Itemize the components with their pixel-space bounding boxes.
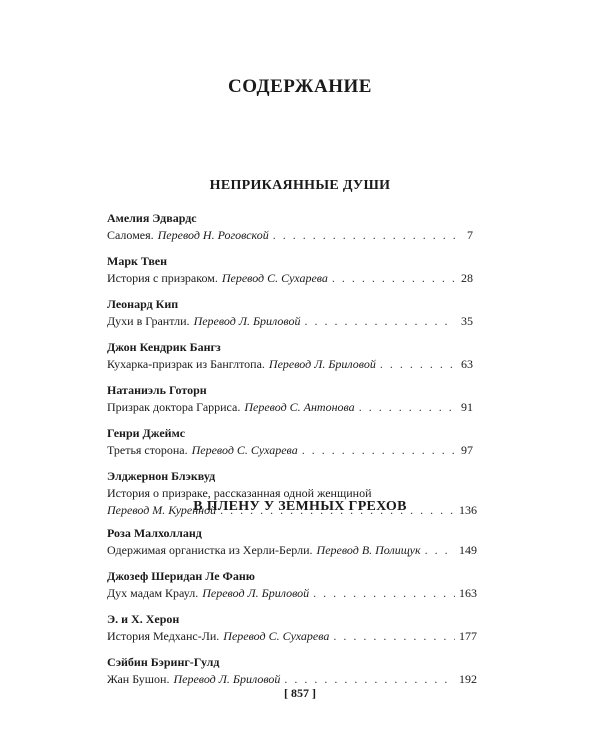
toc-entry (107, 253, 473, 287)
toc-line[interactable] (107, 356, 473, 373)
toc-line[interactable] (107, 585, 477, 602)
dot-leader (302, 442, 455, 459)
page-title: СОДЕРЖАНИЕ (228, 76, 372, 97)
toc-entry (107, 339, 473, 373)
page-ref: 28 (461, 271, 473, 285)
toc-entry (107, 296, 473, 330)
toc-list (107, 210, 477, 528)
dot-leader (313, 585, 455, 602)
toc-list (107, 525, 477, 697)
author-name: Натаниэль Готорн (107, 383, 207, 397)
work-title: Кухарка-призрак из Банглтопа. (107, 357, 265, 371)
author-name: Э. и Х. Херон (107, 612, 180, 626)
work-title: История с призраком. (107, 271, 218, 285)
page-ref: 7 (467, 228, 473, 242)
section-title: В ПЛЕНУ У ЗЕМНЫХ ГРЕХОВ (193, 499, 407, 514)
author-name: Амелия Эдвардс (107, 211, 197, 225)
toc-entry (107, 525, 477, 559)
toc-line[interactable] (107, 313, 473, 330)
toc-line[interactable] (107, 270, 473, 287)
work-title: История Медханс-Ли. (107, 629, 220, 643)
translator: Перевод Л. Бриловой (173, 672, 281, 686)
work-title: Дух мадам Краул. (107, 586, 199, 600)
author-name: Элджернон Блэквуд (107, 469, 216, 483)
translator: Перевод Л. Бриловой (268, 357, 376, 371)
toc-entry (107, 654, 477, 688)
dot-leader (273, 227, 455, 244)
toc-entry (107, 611, 477, 645)
work-title: История о призраке, рассказанная одной женщиной (107, 486, 372, 500)
page-ref: 91 (461, 400, 473, 414)
author-name: Марк Твен (107, 254, 168, 268)
translator: Перевод Н. Роговской (157, 228, 269, 242)
toc-line[interactable] (107, 399, 473, 416)
work-title: Третья сторона. (107, 443, 188, 457)
author-name: Сэйбин Бэринг-Гулд (107, 655, 220, 669)
work-title: Духи в Грантли. (107, 314, 190, 328)
work-title: Жан Бушон. (107, 672, 170, 686)
translator: Перевод Л. Бриловой (202, 586, 310, 600)
toc-entry (107, 210, 473, 244)
translator: Перевод С. Антонова (244, 400, 355, 414)
dot-leader (380, 356, 455, 373)
toc-entry (107, 568, 477, 602)
section-title: НЕПРИКАЯННЫЕ ДУШИ (209, 178, 391, 193)
work-title: Одержимая органистка из Херли-Берли. (107, 543, 313, 557)
author-name: Генри Джеймс (107, 426, 186, 440)
author-name: Джон Кендрик Бангз (107, 340, 221, 354)
page-ref: 192 (459, 672, 477, 686)
toc-line[interactable] (107, 442, 473, 459)
author-name: Роза Малхолланд (107, 526, 202, 540)
dot-leader (333, 628, 455, 645)
dot-leader (332, 270, 455, 287)
page-ref: 35 (461, 314, 473, 328)
translator: Перевод С. Сухарева (191, 443, 298, 457)
toc-line[interactable] (107, 542, 477, 559)
translator: Перевод С. Сухарева (221, 271, 328, 285)
toc-entry (107, 425, 473, 459)
page-ref: 136 (459, 503, 477, 517)
translator: Перевод М. Куренной (107, 503, 217, 517)
translator: Перевод С. Сухарева (223, 629, 330, 643)
toc-line[interactable] (107, 628, 477, 645)
author-name: Леонард Кип (107, 297, 179, 311)
author-name: Джозеф Шеридан Ле Фаню (107, 569, 255, 583)
dot-leader (304, 313, 455, 330)
page-ref: 149 (459, 543, 477, 557)
page-ref: 163 (459, 586, 477, 600)
page-ref: 177 (459, 629, 477, 643)
toc-line[interactable] (107, 227, 473, 244)
work-title: Призрак доктора Гарриса. (107, 400, 241, 414)
page-ref: 97 (461, 443, 473, 457)
toc-entry (107, 382, 473, 416)
page-ref: 63 (461, 357, 473, 371)
page-number: [ 857 ] (284, 686, 316, 700)
translator: Перевод Л. Бриловой (193, 314, 301, 328)
work-title: Саломея. (107, 228, 154, 242)
dot-leader (425, 542, 455, 559)
dot-leader (359, 399, 455, 416)
translator: Перевод В. Полищук (316, 543, 421, 557)
